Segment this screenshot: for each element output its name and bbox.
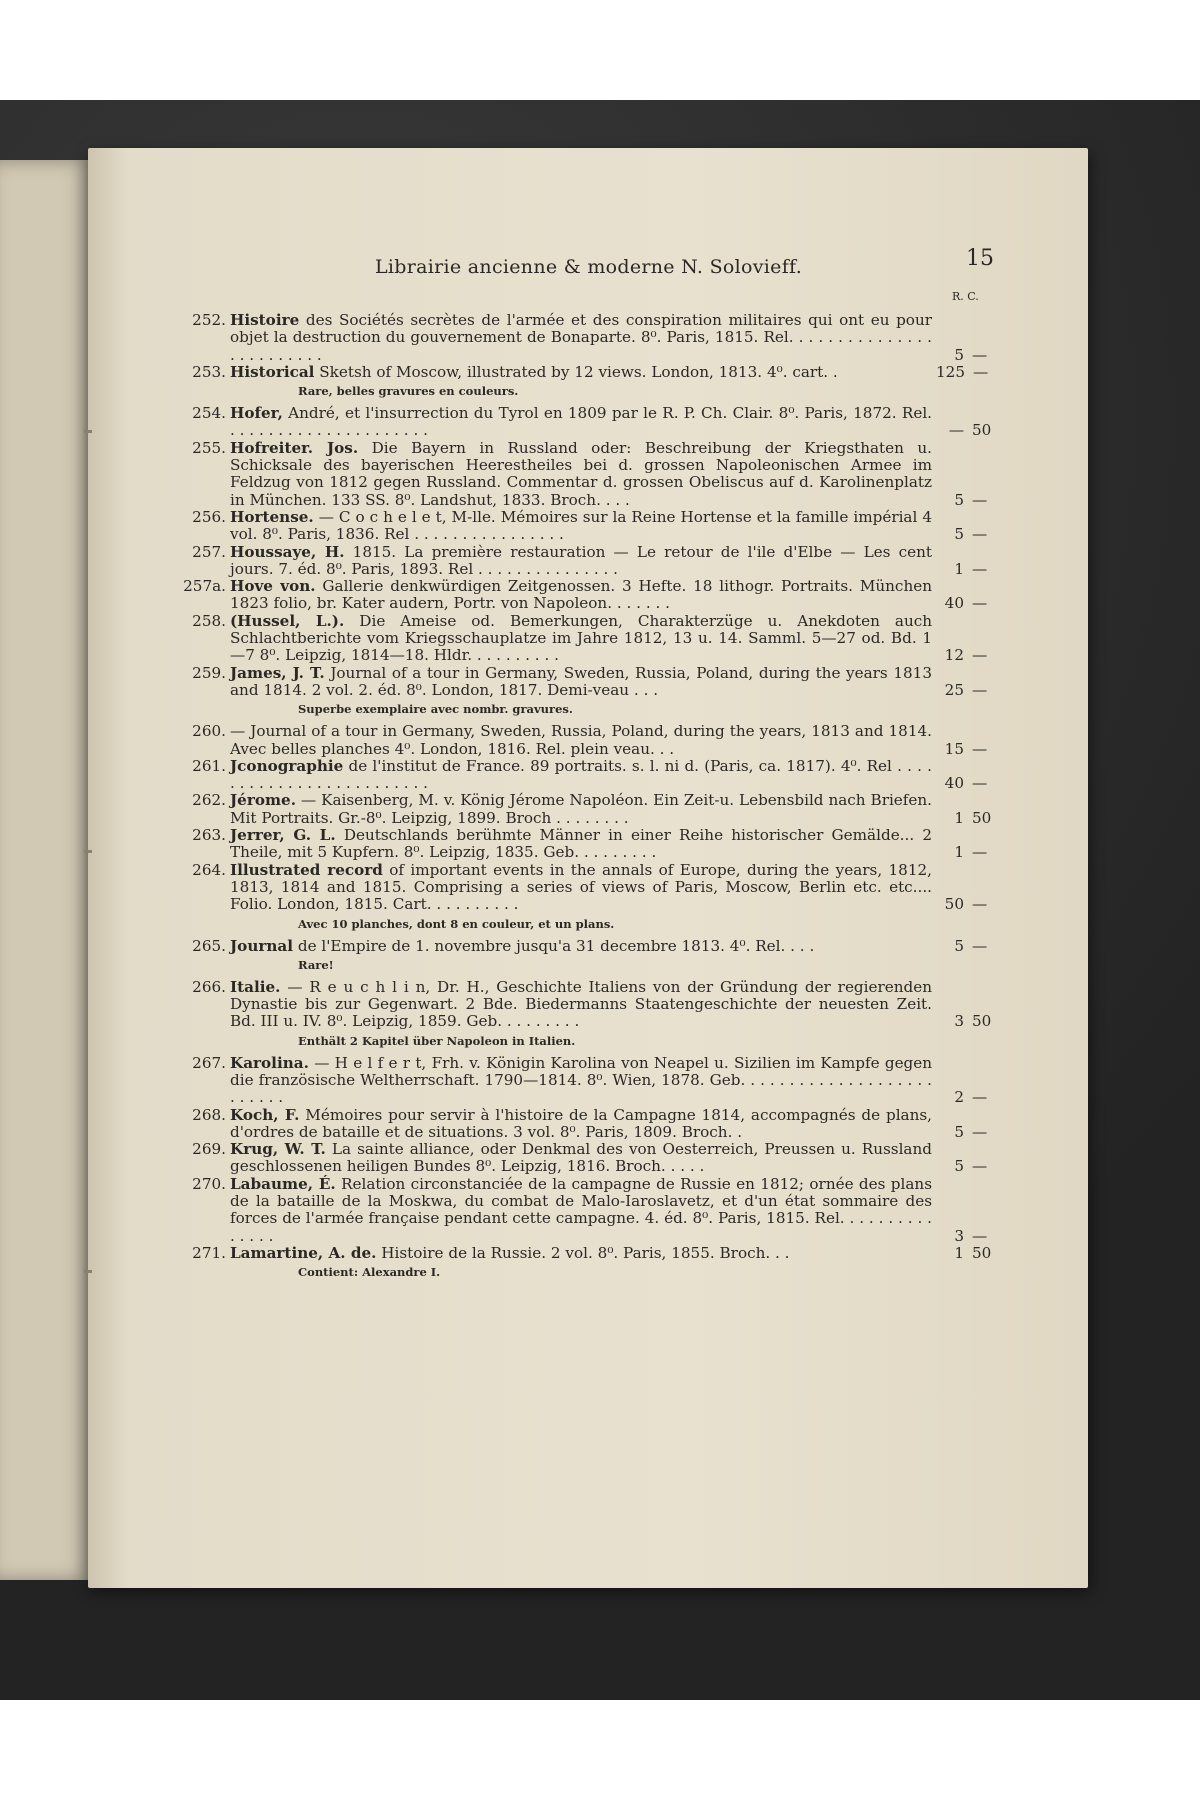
price-kopecks: — [972,345,988,364]
entry-dash: — [318,507,339,526]
facing-page-edge [0,160,92,1580]
price-roubles: 125 [936,362,965,381]
price-roubles: 50 [944,895,964,914]
currency-column-label: R. C. [952,290,979,303]
entry-keyword: Jerrer, G. L. [230,826,336,845]
entry-price [936,595,998,612]
catalog-entry [178,723,998,758]
price-roubles: — [948,421,964,440]
entry-number: 261. [192,756,226,775]
entry-price [936,1089,998,1106]
entry-note: Contient: Alexandre I. [298,1265,441,1280]
catalog-entry [178,862,998,914]
entry-text: Histoire de la Russie. 2 vol. 8⁰. Paris, 1855. Broch. . . [381,1243,790,1262]
entry-keyword: Hortense. [230,507,314,526]
entry-text: of important events in the annals of Europe, during the years, 1812, 1813, 1814 and 1815. Comprising a series of views of Paris, Moscow, Berlin etc. etc.... Folio. London, 1815. Cart. . . . . . . . . . [230,860,932,914]
entry-note: Avec 10 planches, dont 8 en couleur, et un plans. [298,916,615,931]
entry-description [230,578,932,613]
price-roubles: 5 [954,1157,964,1176]
price-kopecks: — [972,774,988,793]
entry-price [936,682,998,699]
entry-price [936,1228,998,1245]
entry-description [230,1245,932,1262]
entry-description [230,364,932,381]
price-kopecks: — [972,1122,988,1141]
entry-keyword: Jconographie [230,756,344,775]
price-roubles: 1 [954,1243,964,1262]
entry-number: 254. [192,404,226,423]
price-kopecks: — [972,936,988,955]
entry-description [230,827,932,862]
entry-author-suffix: M-lle. [446,507,501,526]
entry-text: des Sociétés secrètes de l'armée et des conspiration militaires qui ont eu pour objet la destruction du gouvernement de Bonaparte. 8⁰. Paris, 1815. Rel. . . . . . . . . . . . . . . . . . . . . . . . . [230,311,932,364]
price-roubles: 15 [944,739,964,758]
entry-number: 256. [192,507,226,526]
entry-price [936,561,998,578]
entry-price [936,647,998,664]
entry-keyword: James, J. T. [230,663,325,682]
catalog-entry [178,312,998,364]
entry-description [230,1055,932,1107]
price-roubles: 40 [944,774,964,793]
catalog-entry [178,979,998,1031]
entry-note: Enthält 2 Kapitel über Napoleon in Italien. [298,1033,576,1048]
entry-price [936,896,998,913]
entry-price [936,1158,998,1175]
entry-description [230,1176,932,1245]
entry-description [230,938,932,955]
price-roubles: 3 [954,1012,964,1031]
entry-description [230,312,932,364]
catalog-entry [178,758,998,793]
page-header-title: Librairie ancienne & moderne N. Solovieff. [375,256,803,278]
entry-description [230,665,932,700]
entry-description [230,758,932,793]
entry-keyword: Histoire [230,311,300,329]
price-roubles: 3 [954,1226,964,1245]
price-roubles: 5 [954,525,964,544]
entry-number: 262. [192,791,226,810]
entry-text: Dr. H., Geschichte Italiens von der Gründung der regierenden Dynastie bis zur Gegenwart. 2 Bde. Biedermanns Staatengeschichte der neuesten Zeit. Bd. III u. IV. 8⁰. Leipzig, 1859. Geb. . . . . . . . . [230,977,933,1031]
price-roubles: 5 [954,936,964,955]
price-roubles: 5 [954,490,964,509]
entry-number: 257. [192,542,226,561]
catalog-entry [178,1141,998,1176]
entry-text: de l'institut de France. 89 portraits. s. l. ni d. (Paris, ca. 1817). 4⁰. Rel . . . . . . . . . . . . . . . . . . . . . . . . . [230,756,932,793]
entry-keyword: Jérome. [230,791,297,810]
entry-keyword: Lamartine, A. de. [230,1243,377,1262]
entry-text: Mémoires sur la Reine Hortense et la famille impérial 4 vol. 8⁰. Paris, 1836. Rel . . . . . . . . . . . . . . . . [230,507,932,544]
page-number: 15 [966,246,994,271]
price-roubles: 12 [944,646,964,665]
entry-price [936,364,998,381]
catalog-entry [178,405,998,440]
binding-stitch [84,1270,92,1273]
entry-description [230,613,932,665]
entry-author-spaced: C o c h e l e t, [338,507,447,526]
binding-stitch [84,430,92,433]
price-kopecks: — [972,895,988,914]
entry-description [230,544,932,579]
entry-description [230,862,932,914]
price-roubles: 1 [954,843,964,862]
price-kopecks: — [972,525,988,544]
entry-number: 271. [192,1243,226,1262]
entry-number: 257a. [183,577,226,596]
price-roubles: 25 [944,680,964,699]
entry-description [230,792,932,827]
price-kopecks: 50 [972,421,992,440]
price-kopecks: — [972,739,988,758]
entry-text: Relation circonstanciée de la campagne de Russie en 1812; ornée des plans de la bataille de la Moskwa, du combat de Malo-Iaroslavetz, et d'un état sommaire des forces de l'armée française pendant cette campagne. 4. éd. 8⁰. Paris, 1815. Rel. . . . . . . . . . . . . . . [230,1174,932,1245]
entry-text: André, et l'insurrection du Tyrol en 1809 par le R. P. Ch. Clair. 8⁰. Paris, 1872. Rel. . . . . . . . . . . . . . . . . . . . . . [230,404,933,440]
catalog-entries [178,312,998,1286]
entry-keyword: Houssaye, H. [230,542,345,561]
catalog-entry [178,665,998,700]
catalog-entry [178,1176,998,1245]
entry-dash: — [287,977,310,996]
entry-keyword: Karolina. [230,1053,309,1072]
price-kopecks: — [972,1157,988,1176]
entry-price [936,844,998,861]
price-kopecks: — [972,1226,988,1245]
entry-description [230,979,932,1031]
price-roubles: 40 [944,594,964,613]
entry-text: La sainte alliance, oder Denkmal des von Oesterreich, Preussen u. Russland geschlossenen heiligen Bundes 8⁰. Leipzig, 1816. Broch. . . . . [230,1140,932,1176]
entry-text: Mémoires pour servir à l'histoire de la Campagne 1814, accompagnés de plans, d'ordres de bataille et de situations. 3 vol. 8⁰. Paris, 1809. Broch. . [230,1105,933,1141]
entry-price [936,492,998,509]
price-kopecks: — [972,843,988,862]
entry-dash: — [314,1053,335,1072]
entry-keyword: Krug, W. T. [230,1140,326,1159]
price-roubles: 1 [954,559,964,578]
entry-price [936,1013,998,1030]
entry-number: 266. [192,977,226,996]
entry-number: 252. [192,311,226,329]
binding-stitch [84,850,92,853]
entry-price [936,1124,998,1141]
entry-text: Die Ameise od. Bemerkungen, Charakterzüge u. Anekdoten auch Schlachtberichte vom Kriegsschauplatze im Jahre 1812, 13 u. 14. Samml. 5—27 od. Bd. 1—7 8⁰. Leipzig, 1814—18. Hldr. . . . . . . . . . [230,611,933,665]
entry-keyword: Labaume, É. [230,1174,336,1193]
catalog-entry [178,364,998,381]
entry-price [936,1245,998,1262]
catalog-entry [178,1107,998,1142]
entry-number: 260. [192,722,226,741]
entry-keyword: Hofer, [230,404,283,423]
price-kopecks: 50 [972,1243,992,1262]
entry-number: 263. [192,826,226,845]
entry-description [230,440,932,509]
entry-number: 258. [192,611,226,630]
entry-author-spaced: R e u c h l i n, [309,977,431,996]
entry-number: 267. [192,1053,226,1072]
price-kopecks: — [972,490,988,509]
catalog-entry [178,1245,998,1262]
entry-description [230,723,932,758]
entry-description [230,1107,932,1142]
entry-note: Rare, belles gravures en couleurs. [298,384,519,399]
entry-price [936,810,998,827]
entry-text: — Kaisenberg, M. v. König Jérome Napoléon. Ein Zeit-u. Lebensbild nach Briefen. Mit Portraits. Gr.-8⁰. Leipzig, 1899. Broch . . . . . . . . [230,791,933,827]
entry-keyword: Historical [230,362,315,381]
entry-number: 270. [192,1174,226,1193]
entry-text: de l'Empire de 1. novembre jusqu'a 31 decembre 1813. 4⁰. Rel. . . . [297,936,815,955]
entry-text: 1815. La première restauration — Le retour de l'ile d'Elbe — Les cent jours. 7. éd. 8⁰. Paris, 1893. Rel . . . . . . . . . . . . . . . [230,542,932,578]
entry-keyword: Hofreiter. Jos. [230,438,359,457]
entry-author-spaced: H e l f e r t, [334,1053,427,1072]
catalog-entry [178,440,998,509]
catalog-entry [178,938,998,955]
price-kopecks: — [972,559,988,578]
entry-price [936,422,998,439]
entry-number: 264. [192,860,226,879]
entry-price [936,938,998,955]
catalog-entry [178,792,998,827]
entry-number: 255. [192,438,226,457]
entry-number: 269. [192,1140,226,1159]
entry-keyword: Italie. [230,977,281,996]
catalog-entry [178,509,998,544]
catalog-entry [178,827,998,862]
entry-keyword: Hove von. [230,577,316,596]
entry-description [230,1141,932,1176]
catalog-entry [178,1055,998,1107]
price-roubles: 5 [954,1122,964,1141]
entry-text: Journal of a tour in Germany, Sweden, Russia, Poland, during the years 1813 and 1814. 2 vol. 2. éd. 8⁰. London, 1817. Demi-veau . . . [230,663,932,699]
entry-text: Journal of a tour in Germany, Sweden, Russia, Poland, during the years, 1813 and 1814. Avec belles planches 4⁰. London, 1816. Rel. plein veau. . . [230,722,932,758]
price-roubles: 1 [954,808,964,827]
entry-number: 253. [192,362,226,381]
entry-keyword: Koch, F. [230,1105,300,1124]
entry-text: Frh. v. Königin Karolina von Neapel u. Sizilien im Kampfe gegen die französische Weltherrschaft. 1790—1814. 8⁰. Wien, 1878. Geb. . . . . . . . . . . . . . . . . . . . . . . . . . [230,1053,933,1107]
price-roubles: 5 [954,345,964,364]
entry-price [936,526,998,543]
entry-price [936,741,998,758]
price-kopecks: — [973,362,989,381]
price-roubles: 2 [954,1088,964,1107]
catalog-entry [178,544,998,579]
entry-keyword: — [230,722,246,741]
price-kopecks: — [972,1088,988,1107]
entry-keyword: Illustrated record [230,860,383,879]
entry-text: Sketsh of Moscow, illustrated by 12 views. London, 1813. 4⁰. cart. . [319,362,838,381]
entry-description [230,405,932,440]
entry-text: Gallerie denkwürdigen Zeitgenossen. 3 Hefte. 18 lithogr. Portraits. München 1823 folio, br. Kater audern, Portr. von Napoleon. . . . . . . [230,577,932,613]
entry-keyword: (Hussel, L.). [230,611,345,630]
entry-number: 268. [192,1105,226,1124]
entry-note: Rare! [298,957,334,972]
entry-price [936,347,998,364]
price-kopecks: — [972,594,988,613]
price-kopecks: — [972,646,988,665]
price-kopecks: 50 [972,808,992,827]
entry-number: 259. [192,663,226,682]
price-kopecks: 50 [972,1012,992,1031]
entry-number: 265. [192,936,226,955]
entry-text: Deutschlands berühmte Männer in einer Reihe historischer Gemälde... 2 Theile, mit 5 Kupfern. 8⁰. Leipzig, 1835. Geb. . . . . . . . . [230,826,932,862]
entry-keyword: Journal [230,936,294,955]
entry-description [230,509,932,544]
entry-price [936,775,998,792]
price-kopecks: — [972,680,988,699]
entry-text: Die Bayern in Russland oder: Beschreibung der Kriegsthaten u. Schicksale des bayerischen Heerestheiles bei d. grossen Napoleonischen Armee im Feldzug von 1812 gegen Russland. Commentar d. grossen Obeliscus auf d. Karolinenplatz in München. 133 SS. 8⁰. Landshut, 1833. Broch. . . . [230,438,933,509]
catalog-entry [178,613,998,665]
entry-note: Superbe exemplaire avec nombr. gravures. [298,702,573,717]
catalog-entry [178,578,998,613]
